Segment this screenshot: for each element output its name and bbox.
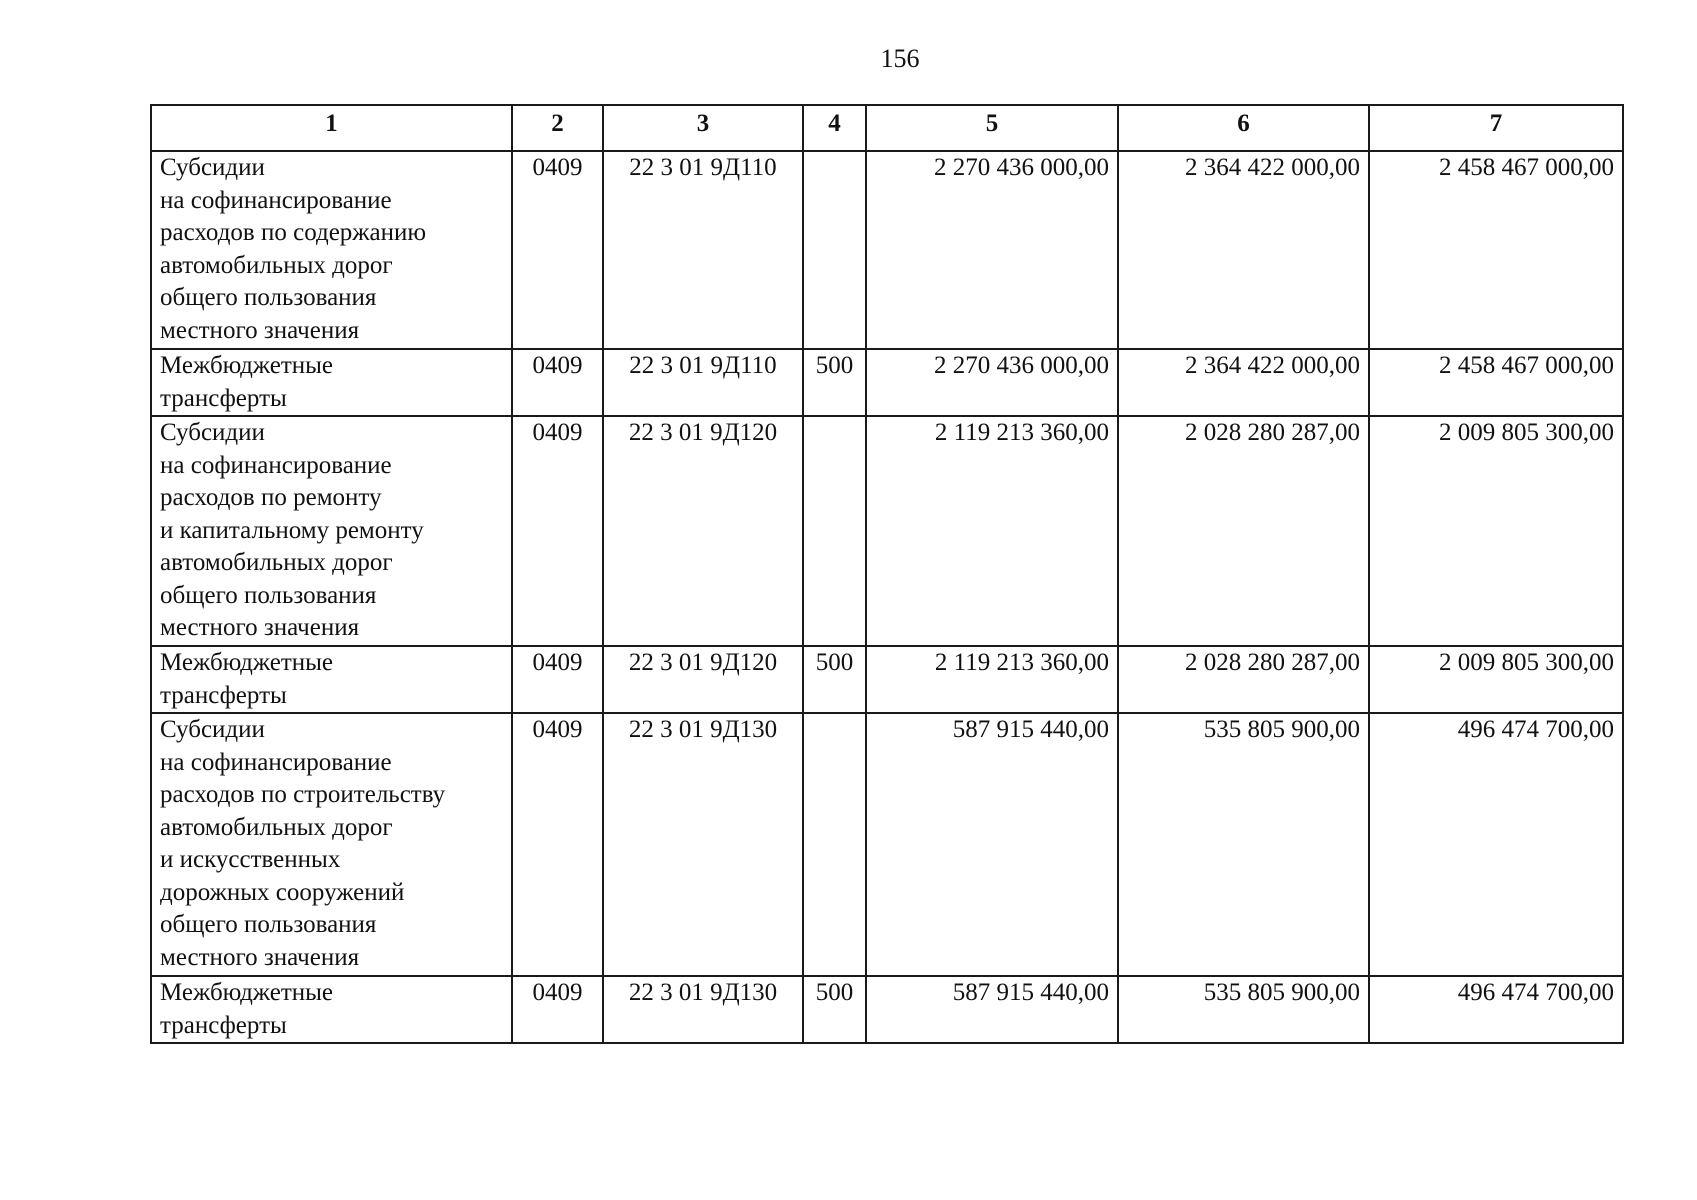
header-cell-2: 2 (512, 105, 603, 151)
expense-type-cell (803, 713, 866, 976)
expense-type-cell: 500 (803, 349, 866, 416)
amount-year-2-cell: 535 805 900,00 (1118, 713, 1369, 976)
amount-year-1-cell: 2 270 436 000,00 (866, 349, 1118, 416)
expense-name-line: автомобильных дорог (160, 251, 393, 279)
expense-type-cell (803, 151, 866, 349)
amount-year-3-cell: 496 474 700,00 (1369, 713, 1623, 976)
amount-year-1-cell: 2 119 213 360,00 (866, 416, 1118, 646)
expense-name-line: Межбюджетные (160, 649, 334, 676)
amount-year-3-cell: 496 474 700,00 (1369, 976, 1623, 1043)
table-row (151, 349, 1623, 416)
amount-year-2-cell: 2 028 280 287,00 (1118, 416, 1369, 646)
table-row (151, 646, 1623, 713)
header-row (151, 105, 1623, 151)
expense-name-cell (151, 416, 512, 646)
target-article-cell: 22 3 01 9Д110 (603, 151, 803, 349)
expense-name-cell (151, 151, 512, 349)
expense-name-line: Субсидии (160, 419, 265, 446)
expense-name-line: и искусственных (160, 846, 341, 873)
expense-type-cell: 500 (803, 646, 866, 713)
expense-name-line: автомобильных дорог (160, 549, 393, 576)
expense-name-line: на софинансирование (160, 186, 392, 214)
expense-name-line: на софинансирование (160, 748, 392, 776)
header-cell-7: 7 (1369, 105, 1623, 151)
header-cell-6: 6 (1118, 105, 1369, 151)
amount-year-2-cell: 2 364 422 000,00 (1118, 151, 1369, 349)
budget-table (150, 104, 1624, 1044)
expense-name-line: общего пользования (160, 284, 377, 311)
amount-year-3-cell: 2 458 467 000,00 (1369, 151, 1623, 349)
expense-name-line: расходов по строительству (160, 781, 446, 808)
expense-name-line: общего пользования (160, 911, 377, 938)
expense-name-line: трансферты (160, 384, 287, 412)
table-row (151, 416, 1623, 646)
expense-name-cell (151, 976, 512, 1043)
expense-name-line: расходов по содержанию (160, 219, 427, 246)
expense-name-line: Межбюджетные (160, 352, 334, 379)
expense-name-line: и капитальному ремонту (160, 516, 424, 544)
section-code-cell: 0409 (512, 646, 603, 713)
amount-year-1-cell: 587 915 440,00 (866, 713, 1118, 976)
expense-name-line: общего пользования (160, 581, 377, 609)
amount-year-2-cell: 2 364 422 000,00 (1118, 349, 1369, 416)
amount-year-3-cell: 2 009 805 300,00 (1369, 646, 1623, 713)
amount-year-1-cell: 2 270 436 000,00 (866, 151, 1118, 349)
page-number: 156 (880, 44, 920, 73)
target-article-cell: 22 3 01 9Д130 (603, 713, 803, 976)
target-article-cell: 22 3 01 9Д110 (603, 349, 803, 416)
table-row (151, 713, 1623, 976)
expense-name-line: дорожных сооружений (160, 878, 405, 906)
target-article-cell: 22 3 01 9Д130 (603, 976, 803, 1043)
expense-name-line: Межбюджетные (160, 979, 334, 1006)
section-code-cell: 0409 (512, 349, 603, 416)
section-code-cell: 0409 (512, 416, 603, 646)
expense-name-line: местного значения (160, 614, 360, 641)
expense-name-cell (151, 349, 512, 416)
section-code-cell: 0409 (512, 976, 603, 1043)
expense-name-line: Субсидии (160, 154, 265, 181)
amount-year-1-cell: 587 915 440,00 (866, 976, 1118, 1043)
expense-name-line: на софинансирование (160, 451, 392, 479)
amount-year-2-cell: 2 028 280 287,00 (1118, 646, 1369, 713)
expense-type-cell: 500 (803, 976, 866, 1043)
target-article-cell: 22 3 01 9Д120 (603, 416, 803, 646)
section-code-cell: 0409 (512, 151, 603, 349)
amount-year-3-cell: 2 458 467 000,00 (1369, 349, 1623, 416)
expense-name-line: местного значения (160, 316, 360, 344)
header-cell-3: 3 (603, 105, 803, 151)
expense-name-line: трансферты (160, 1011, 287, 1039)
amount-year-2-cell: 535 805 900,00 (1118, 976, 1369, 1043)
amount-year-3-cell: 2 009 805 300,00 (1369, 416, 1623, 646)
expense-name-line: автомобильных дорог (160, 813, 393, 841)
expense-name-line: расходов по ремонту (160, 484, 382, 511)
table-row (151, 976, 1623, 1043)
amount-year-1-cell: 2 119 213 360,00 (866, 646, 1118, 713)
expense-name-line: трансферты (160, 681, 287, 709)
expense-type-cell (803, 416, 866, 646)
table-row (151, 151, 1623, 349)
header-cell-5: 5 (866, 105, 1118, 151)
section-code-cell: 0409 (512, 713, 603, 976)
header-cell-4: 4 (803, 105, 866, 151)
expense-name-cell (151, 646, 512, 713)
header-cell-1: 1 (151, 105, 512, 151)
target-article-cell: 22 3 01 9Д120 (603, 646, 803, 713)
expense-name-line: Субсидии (160, 716, 265, 743)
expense-name-line: местного значения (160, 943, 360, 971)
expense-name-cell (151, 713, 512, 976)
